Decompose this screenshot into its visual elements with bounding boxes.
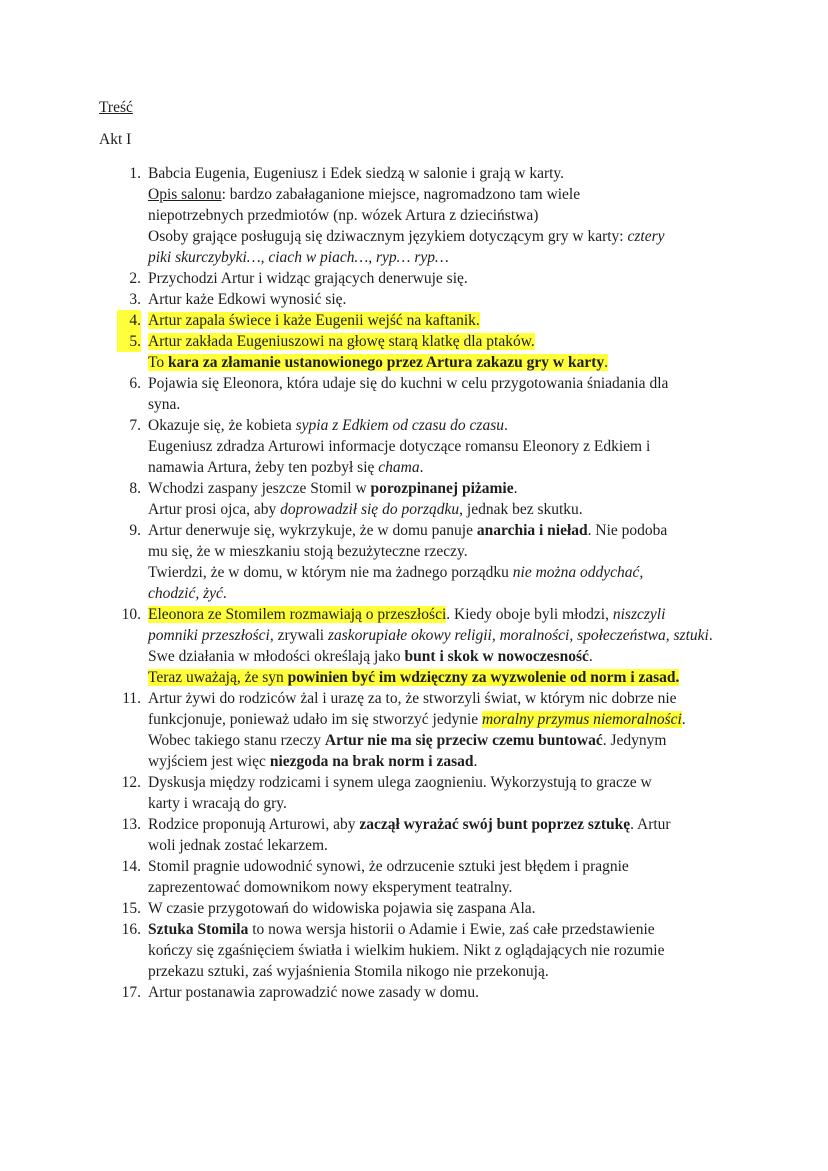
highlighted-text: Teraz uważają, że syn powinien być im wdzięczny za wyzwolenie od norm i zasad. <box>148 669 680 686</box>
list-item: 12. Dyskusja między rodzicami i synem ulega zaognieniu. Wykorzystują to gracze w karty i wracają do gry. <box>121 774 652 812</box>
list-item: 15. W czasie przygotowań do widowiska pojawia się zaspana Ala. <box>121 900 536 917</box>
list-item: 2. Przychodzi Artur i widząc grających denerwuje się. <box>129 270 468 287</box>
list-item: 14. Stomil pragnie udowodnić synowi, że odrzucenie sztuki jest błędem i pragnie zaprezentować domownikom nowy eksperyment teatralny. <box>121 858 629 896</box>
list-item: 8. Wchodzi zaspany jeszcze Stomil w porozpinanej piżamie. Artur prosi ojca, aby doprowadził się do porządku, jednak bez skutku. <box>129 480 583 518</box>
list-item: 11. Artur żywi do rodziców żal i urazę za to, że stworzyli świat, w którym nic dobrze nie funkcjonuje, ponieważ udało im się stworzyć jedynie moralny przymus niemoralności. Wobec takiego stanu rzeczy Artur nie ma się przeciw czemu buntować. Jedynym wyjściem jest więc niezgoda na brak norm i zasad. <box>122 690 686 770</box>
highlighted-text: Artur zakłada Eugeniuszowi na głowę starą klatkę dla ptaków. <box>148 333 535 350</box>
list-item <box>129 310 748 331</box>
list-item: 9. Artur denerwuje się, wykrzykuje, że w domu panuje anarchia i nieład. Nie podoba mu się, że w mieszkaniu stoją bezużyteczne rzeczy. Twierdzi, że w domu, w którym nie ma żadnego porządku nie można oddychać, chodzić, żyć. <box>129 522 668 602</box>
list-item: 1. Babcia Eugenia, Eugeniusz i Edek siedzą w salonie i grają w karty. Opis salonu: bardzo zabałaganione miejsce, nagromadzono tam wiele niepotrzebnych przedmiotów (np. wózek Artura z dzieciństwa) Osoby grające posługują się dziwacznym językiem dotyczącym gry w karty: cztery piki skurczybyki…, ciach w piach…, ryp… ryp… <box>129 165 665 266</box>
highlighted-number: 5. <box>117 331 141 352</box>
list-item: 6. Pojawia się Eleonora, która udaje się do kuchni w celu przygotowania śniadania dla syna. <box>129 375 669 413</box>
highlighted-number: 4. <box>117 310 141 331</box>
salon-description-label: Opis salonu <box>148 186 222 203</box>
section-heading: Akt I <box>99 131 132 148</box>
list-item: 13. Rodzice proponują Arturowi, aby zaczął wyrażać swój bunt poprzez sztukę. Artur woli jednak zostać lekarzem. <box>121 816 671 854</box>
highlighted-text: moralny przymus niemoralności <box>482 711 682 728</box>
plot-summary-list <box>121 163 748 1003</box>
list-item: 3. Artur każe Edkowi wynosić się. <box>129 291 347 308</box>
list-item: 10. Eleonora ze Stomilem rozmawiają o przeszłości. Kiedy oboje byli młodzi, niszczyli pomniki przeszłości, zrywali zaskorupiałe okowy religii, moralności, społeczeństwa, sztuki. Swe działania w młodości określają jako bunt i skok w nowoczesność. Teraz uważają, że syn powinien być im wdzięczny za wyzwolenie od norm i zasad. <box>121 606 713 686</box>
list-item: 5. Artur zakłada Eugeniuszowi na głowę starą klatkę dla ptaków. To kara za złamanie ustanowionego przez Artura zakazu gry w karty. <box>148 331 748 373</box>
highlighted-text: Eleonora ze Stomilem rozmawiają o przeszłości <box>148 606 447 623</box>
highlighted-text: Artur zapala świece i każe Eugenii wejść na kaftanik. <box>148 312 480 329</box>
list-item: 17. Artur postanawia zaprowadzić nowe zasady w domu. <box>121 984 479 1001</box>
page-title: Treść <box>99 99 133 116</box>
list-item: 16. Sztuka Stomila to nowa wersja historii o Adamie i Ewie, zaś całe przedstawienie kończy się zgaśnięciem światła i wielkim hukiem. Nikt z oglądających nie rozumie przekazu sztuki, zaś wyjaśnienia Stomila nikogo nie przekonują. <box>121 921 665 980</box>
list-item: 7. Okazuje się, że kobieta sypia z Edkiem od czasu do czasu. Eugeniusz zdradza Arturowi informacje dotyczące romansu Eleonory z Edkiem i namawia Artura, żeby ten pozbył się chama. <box>129 417 651 476</box>
